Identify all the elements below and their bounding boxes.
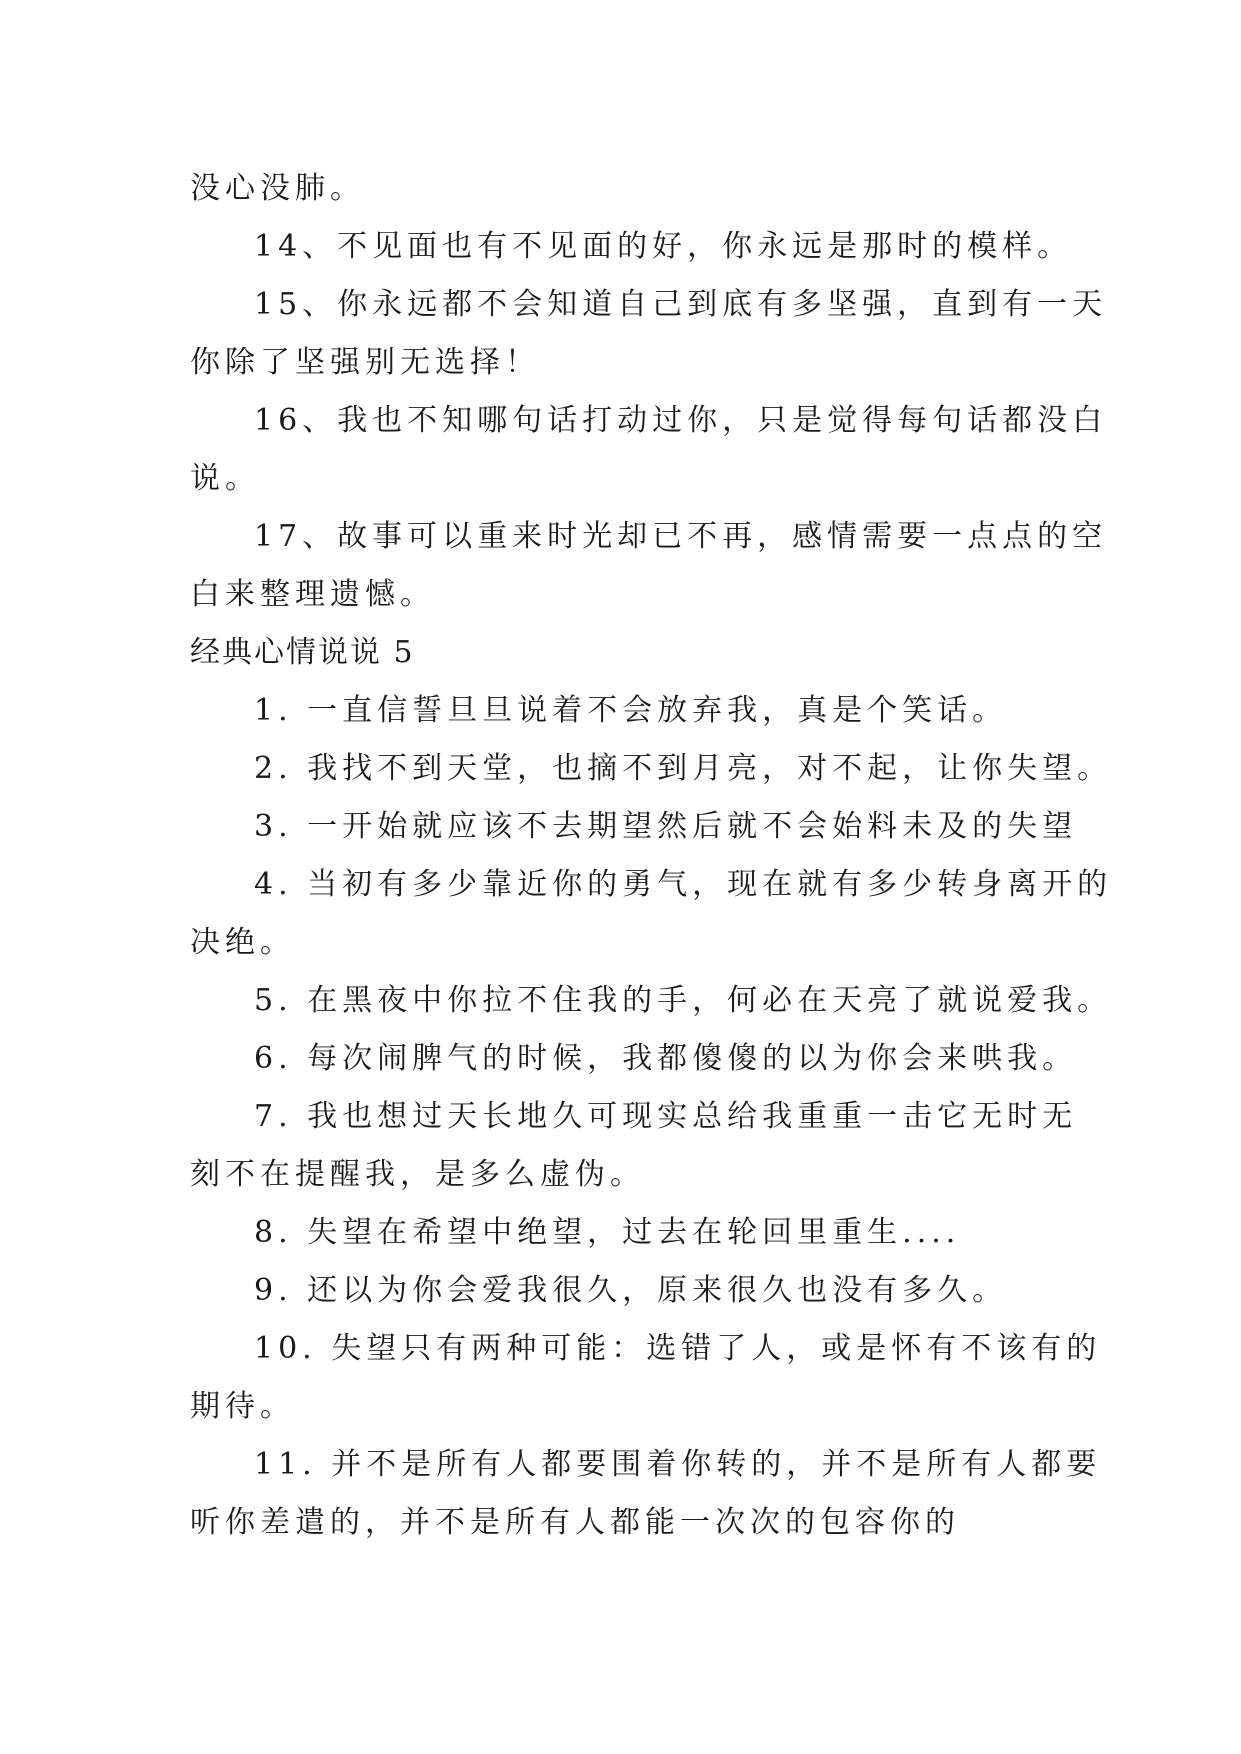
text-line: 2. 我找不到天堂，也摘不到月亮，对不起，让你失望。 [254, 751, 1113, 786]
text-line: 6. 每次闹脾气的时候，我都傻傻的以为你会来哄我。 [254, 1041, 1078, 1076]
text-line: 刻不在提醒我，是多么虚伪。 [190, 1157, 645, 1192]
text-line: 决绝。 [190, 925, 295, 960]
text-line: 16、我也不知哪句话打动过你，只是觉得每句话都没白 [254, 403, 1108, 438]
text-line: 9. 还以为你会爱我很久，原来很久也没有多久。 [254, 1273, 1008, 1308]
text-line: 7. 我也想过天长地久可现实总给我重重一击它无时无 [254, 1099, 1078, 1134]
text-line: 白来整理遗憾。 [190, 577, 435, 612]
text-line: 期待。 [190, 1389, 295, 1424]
text-line: 4. 当初有多少靠近你的勇气，现在就有多少转身离开的 [254, 867, 1113, 902]
text-line: 8. 失望在希望中绝望，过去在轮回里重生.... [254, 1215, 961, 1250]
text-line: 听你差遣的，并不是所有人都能一次次的包容你的 [190, 1505, 960, 1540]
text-line: 14、不见面也有不见面的好，你永远是那时的模样。 [254, 229, 1073, 264]
section-heading: 经典心情说说 5 [190, 635, 415, 670]
text-line: 你除了坚强别无选择！ [190, 345, 540, 380]
text-line: 15、你永远都不会知道自己到底有多坚强，直到有一天 [254, 287, 1108, 322]
text-line: 17、故事可以重来时光却已不再，感情需要一点点的空 [254, 519, 1108, 554]
text-line: 10. 失望只有两种可能：选错了人，或是怀有不该有的 [254, 1331, 1102, 1366]
text-line: 说。 [190, 461, 260, 496]
text-line: 3. 一开始就应该不去期望然后就不会始料未及的失望 [254, 809, 1078, 844]
text-line: 5. 在黑夜中你拉不住我的手，何必在天亮了就说爱我。 [254, 983, 1113, 1018]
document-body [190, 160, 1113, 1552]
text-line: 没心没肺。 [190, 171, 365, 206]
text-line: 11. 并不是所有人都要围着你转的，并不是所有人都要 [254, 1447, 1102, 1482]
text-line: 1. 一直信誓旦旦说着不会放弃我，真是个笑话。 [254, 693, 1008, 728]
